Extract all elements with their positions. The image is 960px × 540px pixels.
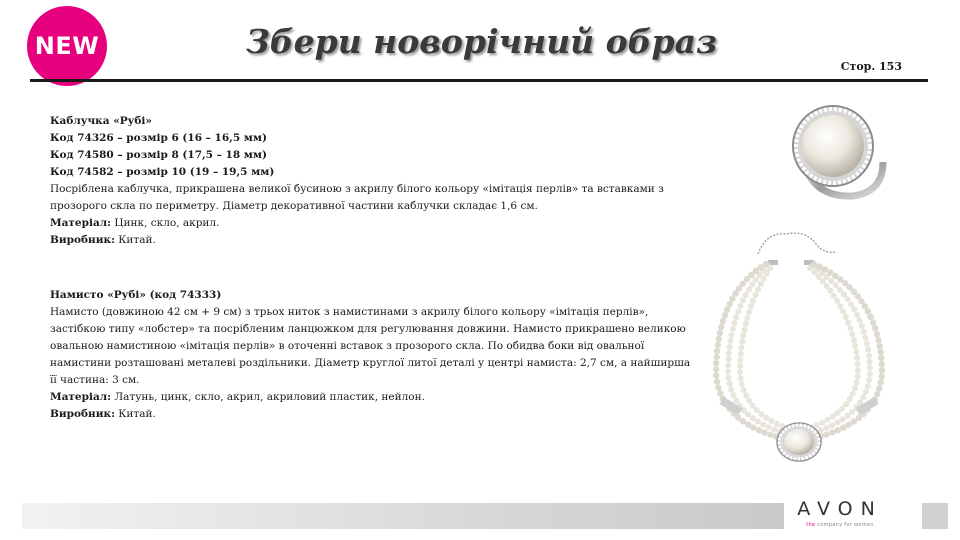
ring-name: Каблучка «Рубі» — [50, 115, 152, 127]
ring-material-label: Матеріал: — [50, 217, 112, 229]
necklace-name: Намисто «Рубі» (код 74333) — [50, 289, 222, 301]
necklace-image — [706, 224, 892, 464]
ring-code-1: Код 74326 – розмір 6 (16 – 16,5 мм) — [50, 132, 267, 144]
necklace-material-value: Латунь, цинк, скло, акрил, акриловий пластик, нейлон. — [111, 391, 425, 403]
new-badge — [27, 6, 107, 86]
necklace-desc-line-2: застібкою типу «лобстер» та посрібленим ланцюжком для регулювання довжини. Намисто прикрашено великою — [50, 323, 686, 335]
footer-bar — [22, 503, 784, 529]
necklace-description — [50, 287, 690, 423]
ring-code-3: Код 74582 – розмір 10 (19 – 19,5 мм) — [50, 166, 275, 178]
page-number: Стор. 153 — [840, 60, 902, 73]
necklace-maker-label: Виробник: — [50, 408, 115, 420]
necklace-desc-line-4: намистини розташовані металеві роздільники. Діаметр круглої литої деталі у центрі намиста: 2,7 см, а найширша — [50, 357, 691, 369]
ring-image — [783, 100, 889, 200]
avon-tagline-pink: the — [806, 522, 816, 528]
necklace-desc-line-1: Намисто (довжиною 42 см + 9 см) з трьох ниток з намистинами з акрилу білого кольору «імітація перлів», — [50, 306, 649, 318]
ring-material — [50, 215, 664, 232]
ring-maker-value: Китай. — [114, 234, 156, 246]
avon-tagline — [790, 522, 890, 528]
ring-desc-line-1: Посріблена каблучка, прикрашена великої бусиною з акрилу білого кольору «імітація перлів» та вставками з — [50, 183, 664, 195]
avon-logo — [790, 498, 890, 528]
necklace-desc-line-5: її частина: 3 см. — [50, 374, 140, 386]
new-badge-label: NEW — [34, 32, 100, 60]
ring-code-2: Код 74580 – розмір 8 (17,5 – 18 мм) — [50, 149, 267, 161]
ring-description — [50, 113, 664, 249]
necklace-desc-line-3: овальною намистиною «імітація перлів» в оточенні вставок з прозорого скла. По обидва боки від овальної — [50, 340, 645, 352]
page-title: Збери новорічний образ — [246, 22, 718, 61]
necklace-material — [50, 389, 690, 406]
ring-desc-line-2: прозорого скла по периметру. Діаметр декоративної частини каблучки складає 1,6 см. — [50, 200, 538, 212]
ring-material-value: Цинк, скло, акрил. — [111, 217, 220, 229]
necklace-material-label: Матеріал: — [50, 391, 112, 403]
avon-logo-word: AVON — [797, 498, 883, 520]
header-divider — [30, 79, 928, 82]
necklace-maker-value: Китай. — [114, 408, 156, 420]
necklace-maker — [50, 406, 690, 423]
footer-bar-end — [922, 503, 948, 529]
ring-maker — [50, 232, 664, 249]
ring-maker-label: Виробник: — [50, 234, 115, 246]
avon-tagline-rest: company for women — [815, 522, 874, 528]
